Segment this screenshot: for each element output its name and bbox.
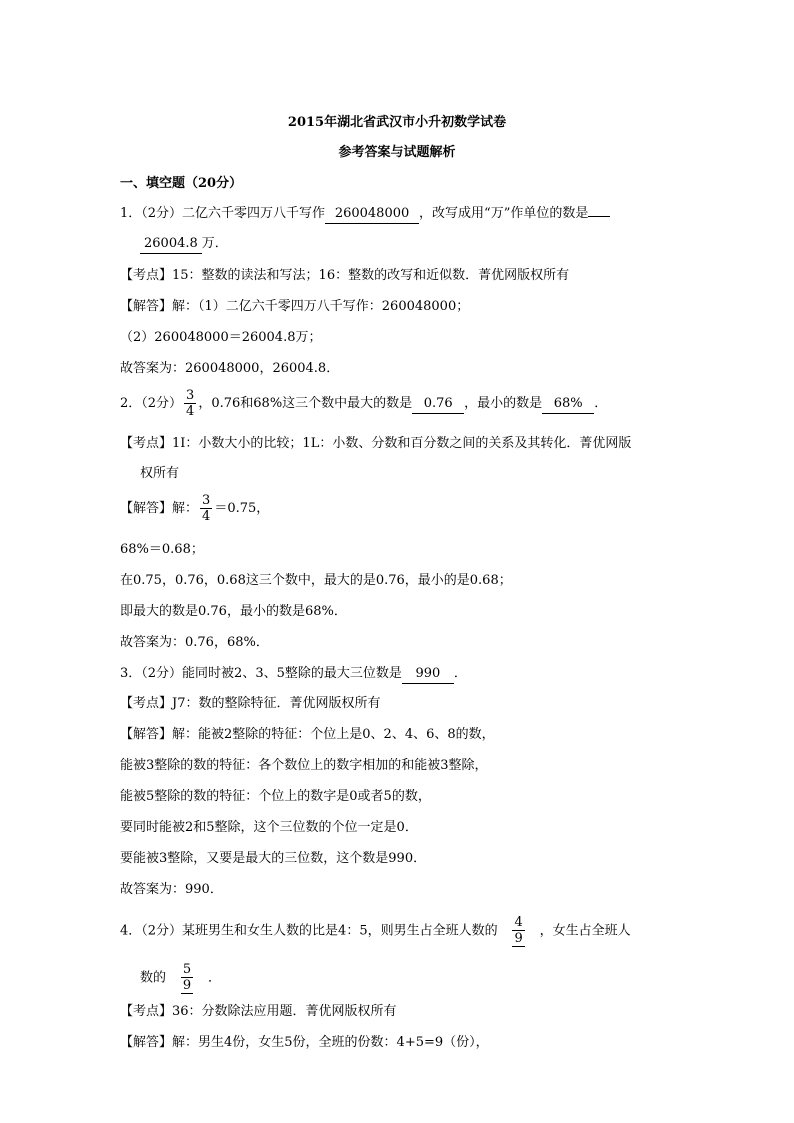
q3-jieda [120, 726, 495, 744]
q4-answer-blank-2 [166, 962, 208, 994]
q2-answer-blank-2: 68% [542, 395, 594, 414]
kaodian-text: J7：数的整除特征．菁优网版权所有 [172, 696, 381, 711]
fraction-numerator: 5 [182, 962, 192, 977]
fraction-numerator: 3 [202, 493, 211, 508]
fraction-denominator: 9 [514, 931, 523, 946]
q1-jieda-2: （2）260048000＝26004.8万； [120, 330, 322, 345]
q1-text-end: 万． [201, 236, 228, 251]
q4-answer-blank-1 [498, 915, 540, 947]
kaodian-text: 1I：小数大小的比较；1L：小数、分数和百分数之间的关系及其转化．菁优网版 [172, 436, 632, 451]
jieda-label: 【解答】 [120, 501, 173, 516]
q3-kaodian [120, 695, 381, 713]
q4-answer-fraction-2 [181, 962, 193, 994]
q2-jieda-2: 68%＝0.68； [120, 542, 204, 557]
page-title: 2015年湖北省武汉市小升初数学试卷 [287, 115, 507, 130]
q2-jieda-3: 在0.75，0.76，0.68这三个数中，最大的是0.76，最小的是0.68； [120, 573, 512, 588]
section-heading: 一、填空题（20分） [120, 176, 243, 191]
q4-line1 [120, 915, 631, 947]
jieda-label: 【解答】 [120, 727, 173, 742]
q1-answer-blank-1: 260048000 [325, 205, 419, 224]
q3-text-end: ． [453, 666, 467, 681]
page-subtitle: 参考答案与试题解析 [338, 145, 456, 160]
jieda-label: 【解答】 [120, 299, 173, 314]
q2-text-end: ． [594, 396, 608, 411]
q2-jieda-5: 故答案为：0.76，68%． [120, 635, 269, 650]
q4-text: 4．（2分）某班男生和女生人数的比是4：5，则男生占全班人数的 [120, 923, 498, 939]
jieda-text-post: ＝0.75， [214, 501, 270, 516]
q4-jieda [120, 1034, 489, 1052]
q1-text: 1．（2分）二亿六千零四万八千写作 [120, 206, 326, 221]
kaodian-text: 15：整数的读法和写法；16：整数的改写和近似数．菁优网版权所有 [172, 268, 570, 283]
q3-answer-blank: 990 [402, 665, 454, 684]
kaodian-text: 36：分数除法应用题．菁优网版权所有 [172, 1004, 397, 1019]
q1-jieda-3: 故答案为：260048000，26004.8． [120, 361, 340, 376]
q3-line1 [120, 665, 467, 684]
q2-kaodian [120, 435, 631, 453]
fraction-numerator: 4 [514, 915, 523, 930]
q4-line2 [140, 962, 221, 994]
q4-kaodian [120, 1003, 397, 1021]
q4-text-end: ． [208, 970, 222, 986]
q2-line1 [120, 388, 607, 419]
q1-jieda [120, 298, 469, 316]
q2-answer-blank-1: 0.76 [412, 395, 464, 414]
q3-jieda-6: 故答案为：990． [120, 882, 223, 897]
q3-jieda-2: 能被3整除的数的特征：各个数位上的数字相加的和能被3整除， [120, 758, 488, 773]
q1-kaodian [120, 267, 569, 285]
q2-jieda-fraction [200, 493, 212, 524]
kaodian-label: 【考点】 [120, 268, 173, 283]
fraction-denominator: 4 [202, 509, 211, 524]
kaodian-label: 【考点】 [120, 696, 173, 711]
q3-jieda-3: 能被5整除的数的特征：个位上的数字是0或者5的数， [120, 789, 431, 804]
fraction-denominator: 4 [186, 404, 195, 419]
q4-text-mid: ，女生占全班人 [539, 923, 631, 939]
jieda-text: 解：男生4份，女生5份，全班的份数：4+5=9（份）， [172, 1035, 489, 1050]
q1-line1 [120, 205, 610, 224]
q4-answer-fraction-1 [512, 915, 524, 947]
jieda-label: 【解答】 [120, 1035, 173, 1050]
jieda-text: 解：能被2整除的特征：个位上是0、2、4、6、8的数， [172, 727, 495, 742]
q4-text-2: 数的 [140, 970, 167, 986]
kaodian-label: 【考点】 [120, 436, 173, 451]
q2-text-mid: ，0.76和68%这三个数中最大的数是 [198, 396, 413, 411]
q2-fraction [184, 388, 196, 419]
q1-line2 [140, 235, 228, 254]
q3-jieda-5: 要能被3整除，又要是最大的三位数，这个数是990． [120, 851, 427, 866]
fraction-numerator: 3 [186, 388, 195, 403]
q1-answer-blank-2: 26004.8 [140, 235, 202, 254]
q3-jieda-4: 要同时能被2和5整除，这个三位数的个位一定是0． [120, 820, 418, 835]
q2-jieda-4: 即最大的数是0.76，最小的数是68%． [120, 604, 347, 619]
q2-kaodian-2: 权所有 [140, 466, 180, 481]
fraction-denominator: 9 [182, 978, 192, 993]
kaodian-label: 【考点】 [120, 1004, 173, 1019]
q3-text: 3．（2分）能同时被2、3、5整除的最大三位数是 [120, 666, 402, 681]
q1-blank-start [588, 216, 610, 217]
q1-text-mid: ，改写成用“万”作单位的数是 [419, 206, 589, 221]
q2-jieda [120, 493, 269, 524]
q2-prefix: 2．（2分） [120, 396, 183, 411]
jieda-text: 解： [172, 501, 199, 516]
q2-text-mid2: ，最小的数是 [464, 396, 543, 411]
jieda-text: 解：（1）二亿六千零四万八千写作：260048000； [172, 299, 470, 314]
